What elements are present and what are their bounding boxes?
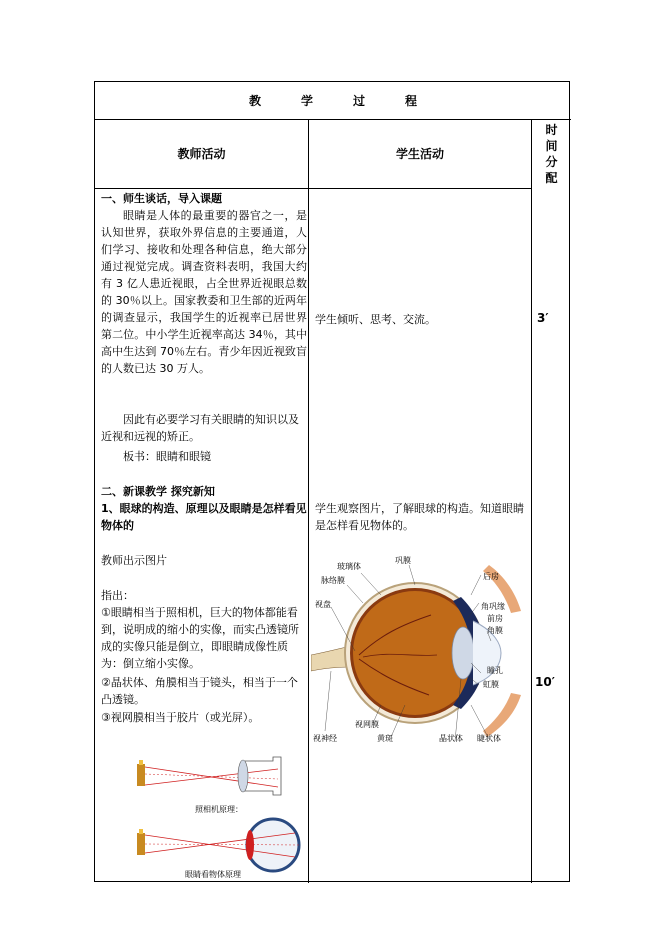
label-lens: 晶状体 xyxy=(439,734,463,743)
student-activity-header: 学生活动 xyxy=(395,147,444,161)
sub1-heading: 1、眼球的构造、原理以及眼睛是怎样看见物体的 xyxy=(101,502,307,532)
camera-caption: 照相机原理： xyxy=(195,805,243,814)
title-char: 教 xyxy=(248,94,261,108)
section1-heading: 一、师生谈话，导入课题 xyxy=(101,192,222,205)
section2-heading: 二、新课教学 探究新知 xyxy=(101,485,215,498)
label-pupil: 瞳孔 xyxy=(487,666,503,675)
column-divider-1 xyxy=(308,119,309,883)
time-mark-1: 3′ xyxy=(537,311,549,325)
label-ciliary-body: 睫状体 xyxy=(477,734,501,743)
lower-tissue-shape xyxy=(483,693,521,737)
label-anterior-chamber: 前房 xyxy=(487,614,503,623)
label-retina: 视网膜 xyxy=(355,720,379,729)
table-title xyxy=(95,82,571,119)
label-posterior-chamber: 后房 xyxy=(483,572,499,581)
time-header-char: 分 xyxy=(545,154,558,169)
point-3: ③视网膜相当于胶片（或光屏）。 xyxy=(101,711,260,724)
label-optic-disc: 视盘 xyxy=(315,600,331,609)
label-ciliary-rim: 角巩缘 xyxy=(481,602,505,611)
time-allocation-header xyxy=(532,119,571,188)
axis-line xyxy=(145,774,278,779)
label-macula: 黄斑 xyxy=(377,734,393,743)
teaching-process-table xyxy=(94,81,570,882)
title-char: 程 xyxy=(405,94,418,108)
purpose-paragraph: 因此有必要学习有关眼睛的知识以及近视和远视的矫正。 xyxy=(101,413,299,443)
header-divider xyxy=(95,188,532,189)
label-optic-nerve: 视神经 xyxy=(313,734,337,743)
flame-icon xyxy=(139,829,143,834)
camera-principle-diagram xyxy=(137,757,281,814)
point-1: ①眼睛相当于照相机，巨大的物体都能看到，说明成的缩小的实像，而实凸透镜所成的实像只能是倒立，即眼睛成像性质为：倒立缩小实像。 xyxy=(101,606,299,670)
eye-anatomy-diagram xyxy=(311,555,527,743)
label-iris: 虹膜 xyxy=(483,680,499,689)
point-2: ②晶状体、角膜相当于镜头，相当于一个凸透镜。 xyxy=(101,676,298,706)
student-activity-2: 学生观察图片，了解眼球的构造。知道眼睛是怎样看见物体的。 xyxy=(315,502,524,532)
time-mark-2: 10′ xyxy=(535,675,555,689)
ray-line xyxy=(145,769,278,785)
column-divider-2 xyxy=(531,119,532,883)
eye-caption: 眼睛看物体原理 xyxy=(185,870,241,879)
time-header-char: 间 xyxy=(545,138,558,153)
title-char: 学 xyxy=(300,94,313,108)
optics-diagrams xyxy=(123,749,307,879)
student-activity-1: 学生倾听、思考、交流。 xyxy=(315,313,436,326)
label-choroid: 脉络膜 xyxy=(321,576,345,585)
candle-icon xyxy=(137,833,145,855)
time-header-char: 配 xyxy=(545,170,558,185)
eye-principle-diagram xyxy=(137,819,299,879)
title-char: 过 xyxy=(353,94,366,108)
flame-icon xyxy=(139,760,143,765)
point-out-label: 指出： xyxy=(101,589,134,602)
lens-shape xyxy=(452,627,474,679)
board-writing: 板书：眼睛和眼镜 xyxy=(123,450,211,463)
label-sclera: 巩膜 xyxy=(395,556,411,565)
camera-body-shape xyxy=(245,757,281,795)
candle-icon xyxy=(137,764,145,786)
time-header-char: 时 xyxy=(545,122,558,137)
label-vitreous: 玻璃体 xyxy=(337,562,361,571)
eye-lens-shape xyxy=(246,830,254,860)
show-picture-text: 教师出示图片 xyxy=(101,554,167,567)
label-cornea: 角膜 xyxy=(487,626,503,635)
intro-paragraph: 眼睛是人体的最重要的器官之一，是认知世界，获取外界信息的主要通道，人们学习、接收和处理各种信息，绝大部分通过视觉完成。调查资料表明，我国大约有 3 亿人患近视眼，占全世界近视眼总数的 30％以上。国家教委和卫生部的近两年的调查显示，我国学生的近视率已居世界第二位。中小学生近视率高达 34％，其中高中生达到 70％左右。青少年因近视致盲的人数已达 30 万人。 xyxy=(101,209,307,375)
camera-lens-shape xyxy=(238,760,248,792)
teacher-activity-header: 教师活动 xyxy=(177,147,226,161)
